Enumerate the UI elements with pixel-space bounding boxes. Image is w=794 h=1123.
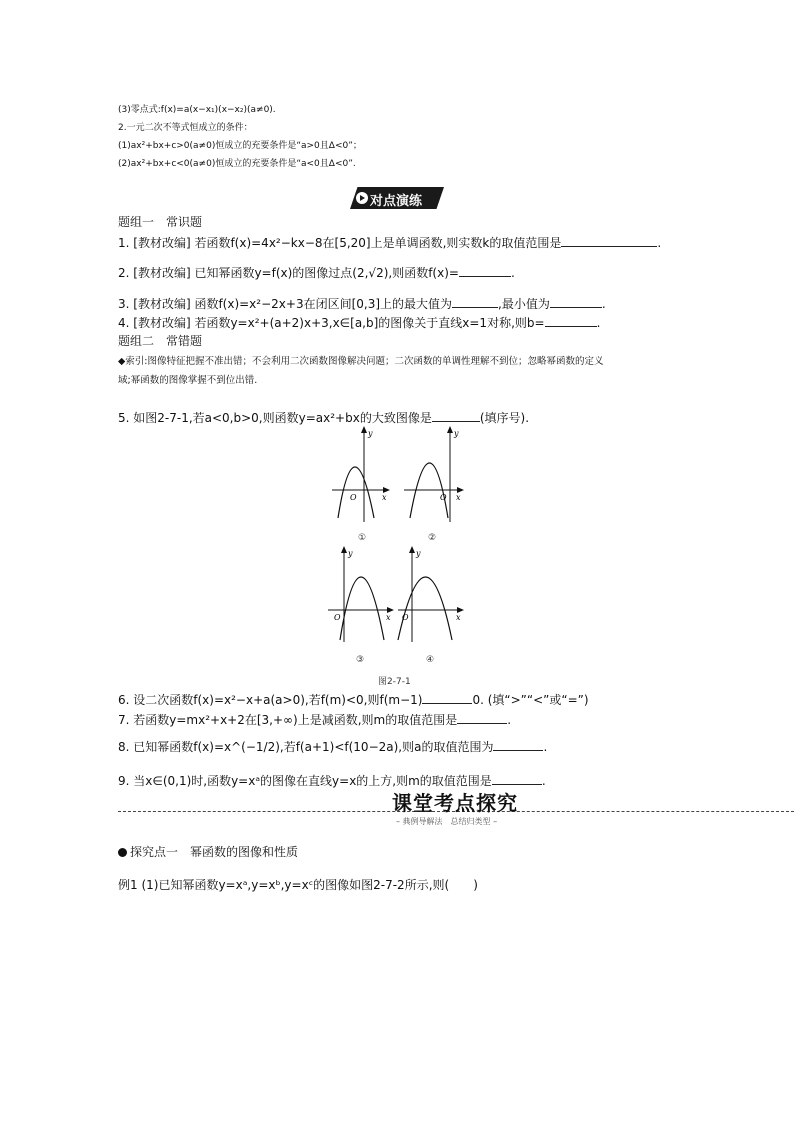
practice-banner [350,187,444,209]
answer-blank-4[interactable] [545,316,597,327]
bullet-icon [118,848,127,857]
svg-text:x: x [382,493,387,502]
question-2-text: 2. [教材改编] 已知幂函数y=f(x)的图像过点(2,√2),则函数f(x)= [118,266,459,280]
question-1: 1. [教材改编] 若函数f(x)=4x²−kx−8在[5,20]上是单调函数,则实数k的取值范围是 . [118,236,662,250]
question-3: 3. [教材改编] 函数f(x)=x²−2x+3在闭区间[0,3]上的最大值为 ,最小值为 . [118,297,606,311]
parabola-graph-2 [400,426,464,524]
parabola-graph-4 [396,544,464,644]
condition-2: (2)ax²+bx+c<0(a≠0)恒成立的充要条件是“a<0且Δ<0”. [118,159,356,169]
answer-blank-6[interactable] [422,693,472,704]
answer-blank-5[interactable] [432,411,480,422]
question-7-text: 7. 若函数y=mx²+x+2在[3,+∞)上是减函数,则m的取值范围是 [118,713,458,727]
question-9-text: 9. 当x∈(0,1)时,函数y=xᵃ的图像在直线y=x的上方,则m的取值范围是 [118,774,492,788]
graph-label-3: ③ [356,655,365,665]
index-note-2: 域;幂函数的图像掌握不到位出错. [118,375,258,386]
group-1-title: 题组一 常识题 [118,215,203,229]
svg-text:O: O [402,613,409,622]
condition-1: (1)ax²+bx+c>0(a≠0)恒成立的充要条件是“a>0且Δ<0”； [118,141,362,151]
svg-text:y: y [416,549,421,558]
svg-text:O: O [350,493,357,502]
svg-text:y: y [368,429,373,438]
group-2-title: 题组二 常错题 [118,334,203,348]
svg-text:O: O [440,493,447,502]
question-5-text: 5. 如图2-7-1,若a<0,b>0,则函数y=ax²+bx的大致图像是 [118,411,432,425]
question-8: 8. 已知幂函数f(x)=x^(−1/2),若f(a+1)<f(10−2a),则a的取值范围为 . [118,740,548,754]
graph-label-2: ② [428,533,437,543]
question-9: 9. 当x∈(0,1)时,函数y=xᵃ的图像在直线y=x的上方,则m的取值范围是 . [118,774,546,788]
svg-text:y: y [454,429,459,438]
graph-label-4: ④ [426,655,435,665]
index-note-1: ◆索引:图像特征把握不准出错；不会利用二次函数图像解决问题；二次函数的单调性理解不到位；忽略幂函数的定义 [118,356,604,367]
zero-form-text: (3)零点式:f(x)=a(x−x₁)(x−x₂)(a≠0). [118,105,276,115]
banner-label: 对点演练 [370,194,423,209]
question-3-text-b: ,最小值为 [498,297,550,311]
probe-heading [118,843,298,860]
question-6-text: 6. 设二次函数f(x)=x²−x+a(a>0),若f(m)<0,则f(m−1) [118,693,423,707]
svg-text:x: x [456,493,461,502]
parabola-graph-1 [330,426,390,524]
answer-blank-1[interactable] [561,236,657,247]
question-7: 7. 若函数y=mx²+x+2在[3,+∞)上是减函数,则m的取值范围是 . [118,713,512,727]
section-subtitle: – 典例导解法 总结归类型 – [396,817,498,826]
svg-text:x: x [386,613,391,622]
answer-blank-9[interactable] [492,774,542,785]
question-3-text: 3. [教材改编] 函数f(x)=x²−2x+3在闭区间[0,3]上的最大值为 [118,297,453,311]
question-5-text-b: (填序号). [479,411,530,425]
question-4: 4. [教材改编] 若函数y=x²+(a+2)x+3,x∈[a,b]的图像关于直线x=1对称,则b= . [118,316,601,330]
answer-blank-7[interactable] [457,713,507,724]
question-6 [118,691,589,708]
question-2: 2. [教材改编] 已知幂函数y=f(x)的图像过点(2,√2),则函数f(x)= . [118,266,515,280]
question-6-text-b: 0. (填“>”“<”或“=”) [472,693,589,707]
condition-heading: 2.一元二次不等式恒成立的条件： [118,123,253,133]
answer-blank-3a[interactable] [452,297,498,308]
example-1: 例1 (1)已知幂函数y=xᵃ,y=xᵇ,y=xᶜ的图像如图2-7-2所示,则( ) [118,878,478,892]
graph-label-1: ① [358,533,367,543]
play-icon [356,192,368,204]
answer-blank-3b[interactable] [550,297,602,308]
svg-text:O: O [334,613,341,622]
section-title: 课堂考点探究 [392,791,518,815]
question-5 [118,409,529,426]
question-4-text: 4. [教材改编] 若函数y=x²+(a+2)x+3,x∈[a,b]的图像关于直线x=1对称,则b= [118,316,545,330]
answer-blank-2[interactable] [459,266,511,277]
probe-heading-text: 探究点一 幂函数的图像和性质 [130,845,299,859]
figure-caption: 图2-7-1 [378,677,411,687]
question-1-text: 1. [教材改编] 若函数f(x)=4x²−kx−8在[5,20]上是单调函数,则实数k的取值范围是 [118,236,562,250]
question-8-text: 8. 已知幂函数f(x)=x^(−1/2),若f(a+1)<f(10−2a),则a的取值范围为 [118,740,494,754]
svg-text:y: y [348,549,353,558]
answer-blank-8[interactable] [493,740,543,751]
parabola-graph-3 [326,544,394,644]
svg-text:x: x [456,613,461,622]
